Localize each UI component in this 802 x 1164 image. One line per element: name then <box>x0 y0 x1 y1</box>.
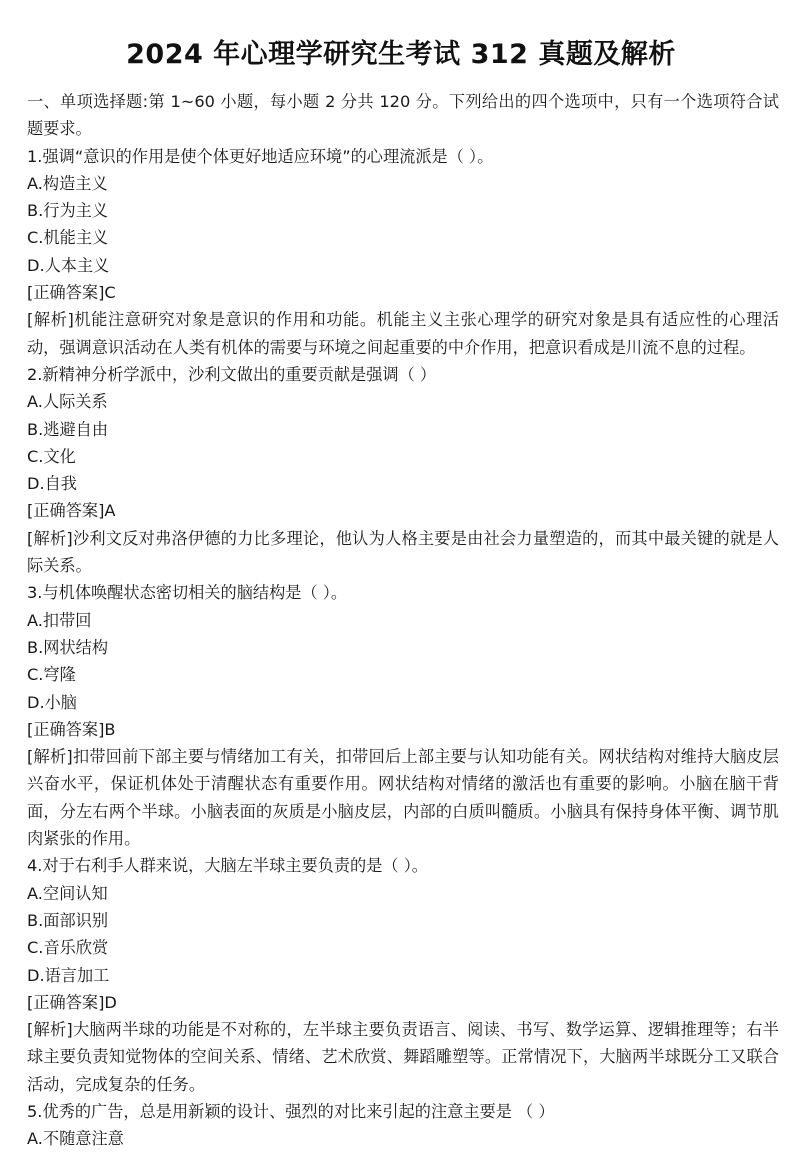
option-c: C.文化 <box>27 446 76 466</box>
analysis: [解析]沙利文反对弗洛伊德的力比多理论，他认为人格主要是由社会力量塑造的，而其中最关键的就是人际关系。 <box>27 528 779 576</box>
option-c: C.机能主义 <box>27 228 109 248</box>
question-block <box>27 143 779 361</box>
option-a: A.人际关系 <box>27 392 108 412</box>
question-block <box>27 579 779 852</box>
option-d: D.自我 <box>27 474 77 494</box>
question-block <box>27 1098 779 1153</box>
correct-answer: [正确答案]D <box>27 992 117 1012</box>
question-stem: 1.强调“意识的作用是使个体更好地适应环境”的心理流派是（ ）。 <box>27 146 494 166</box>
option-b: B.面部识别 <box>27 910 109 930</box>
option-a: A.扣带回 <box>27 610 92 630</box>
analysis: [解析]大脑两半球的功能是不对称的，左半球主要负责语言、阅读、书写、数学运算、逻辑推理等；右半球主要负责知觉物体的空间关系、情绪、艺术欣赏、舞蹈雕塑等。正常情况下，大脑两半球既分工又联合活动，完成复杂的任务。 <box>27 1020 779 1094</box>
option-d: D.语言加工 <box>27 965 110 985</box>
option-b: B.行为主义 <box>27 201 109 221</box>
correct-answer: [正确答案]B <box>27 719 116 739</box>
analysis: [解析]扣带回前下部主要与情绪加工有关，扣带回后上部主要与认知功能有关。网状结构对维持大脑皮层兴奋水平，保证机体处于清醒状态有重要作用。网状结构对情绪的激活也有重要的影响。小脑在脑干背面，分左右两个半球。小脑表面的灰质是小脑皮层，内部的白质叫髓质。小脑具有保持身体平衡、调节肌肉紧张的作用。 <box>27 747 779 849</box>
question-block <box>27 852 779 1098</box>
document-body <box>27 88 779 1153</box>
question-stem: 2.新精神分析学派中，沙利文做出的重要贡献是强调（ ） <box>27 364 437 384</box>
section-instructions: 一、单项选择题:第 1~60 小题，每小题 2 分共 120 分。下列给出的四个选项中，只有一个选项符合试题要求。 <box>27 92 779 139</box>
option-b: B.逃避自由 <box>27 419 109 439</box>
question-stem: 3.与机体唤醒状态密切相关的脑结构是（ ）。 <box>27 583 348 603</box>
option-a: A.空间认知 <box>27 883 108 903</box>
question-block <box>27 361 779 579</box>
analysis: [解析]机能注意研究对象是意识的作用和功能。机能主义主张心理学的研究对象是具有适应性的心理活动，强调意识活动在人类有机体的需要与环境之间起重要的中介作用，把意识看成是川流不息的过程。 <box>27 310 779 357</box>
option-c: C.穹隆 <box>27 665 76 685</box>
correct-answer: [正确答案]C <box>27 283 116 303</box>
option-d: D.小脑 <box>27 692 77 712</box>
option-d: D.人本主义 <box>27 255 110 275</box>
option-c: C.音乐欣赏 <box>27 938 109 958</box>
document-title: 2024 年心理学研究生考试 312 真题及解析 <box>126 39 676 70</box>
question-stem: 5.优秀的广告，总是用新颖的设计、强烈的对比来引起的注意主要是 （ ） <box>27 1101 555 1121</box>
question-stem: 4.对于右利手人群来说，大脑左半球主要负责的是（ ）。 <box>27 856 428 876</box>
option-b: B.网状结构 <box>27 637 109 657</box>
correct-answer: [正确答案]A <box>27 501 116 521</box>
option-a: A.构造主义 <box>27 173 108 193</box>
option-a: A.不随意注意 <box>27 1129 124 1149</box>
